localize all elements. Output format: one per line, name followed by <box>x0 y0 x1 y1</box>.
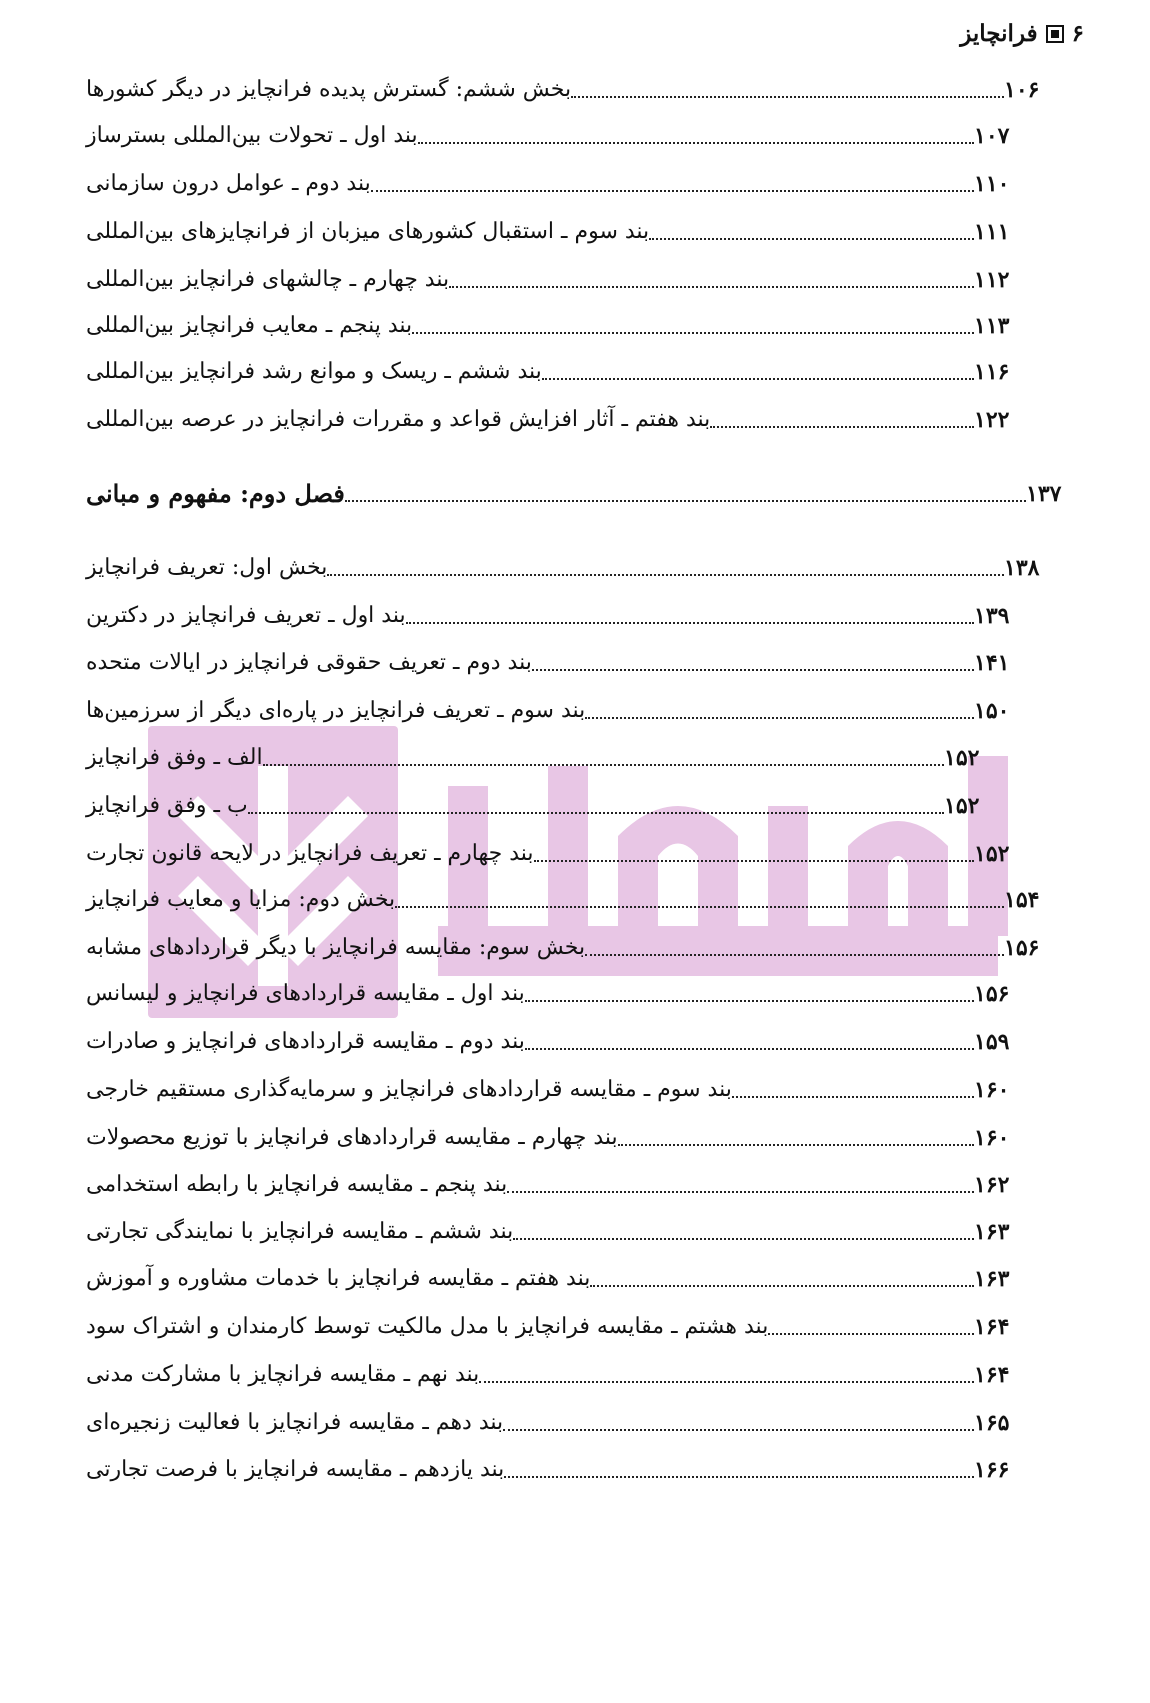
toc-entry-page-number: ۱۱۶ <box>974 359 1010 385</box>
dot-leader <box>732 1096 974 1098</box>
toc-entry[interactable] <box>82 1309 1032 1345</box>
toc-entry-title: بخش دوم: مزایا و معایب فرانچایز <box>86 887 396 912</box>
toc-entry-page-number: ۱۵۲ <box>944 793 980 819</box>
toc-entry[interactable] <box>82 693 1032 729</box>
header-book-title: فرانچایز <box>960 20 1038 47</box>
dot-leader <box>590 1285 974 1287</box>
dot-leader <box>371 190 974 192</box>
toc-entry-page-number: ۱۲۲ <box>974 407 1010 433</box>
toc-entry[interactable] <box>82 1120 1032 1156</box>
toc-entry-page-number: ۱۶۴ <box>974 1314 1010 1340</box>
toc-entry-title: بند دوم ـ تعریف حقوقی فرانچایز در ایالات متحده <box>86 650 532 675</box>
toc-entry-title: بخش ششم: گسترش پدیده فرانچایز در دیگر کشورها <box>86 77 572 102</box>
toc-entry-title: بند اول ـ تحولات بین‌المللی بسترساز <box>86 123 418 148</box>
toc-entry[interactable] <box>82 1405 1032 1441</box>
toc-entry-title: بند یازدهم ـ مقایسه فرانچایز با فرصت تجارتی <box>86 1457 505 1482</box>
toc-entry-page-number: ۱۵۶ <box>1004 935 1040 961</box>
toc-entry-page-number: ۱۶۴ <box>974 1362 1010 1388</box>
dot-leader <box>768 1333 974 1335</box>
toc-entry-page-number: ۱۶۶ <box>974 1457 1010 1483</box>
toc-entry-page-number: ۱۵۴ <box>1004 887 1040 913</box>
toc-entry[interactable] <box>82 788 1002 824</box>
dot-leader <box>571 96 1004 98</box>
toc-entry-title: بند دوم ـ مقایسه قراردادهای فرانچایز و صادرات <box>86 1029 525 1054</box>
toc-entry-page-number: ۱۶۰ <box>974 1125 1010 1151</box>
toc-entry-title: بند ششم ـ ریسک و موانع رشد فرانچایز بین‌المللی <box>86 359 542 384</box>
toc-entry-page-number: ۱۰۶ <box>1004 77 1040 103</box>
toc-entry-title: بند هفتم ـ مقایسه فرانچایز با خدمات مشاوره و آموزش <box>86 1266 591 1291</box>
toc-entry[interactable] <box>82 598 1032 634</box>
toc-section-entry[interactable] <box>82 72 1062 108</box>
toc-entry-title: الف ـ وفق فرانچایز <box>86 745 263 770</box>
toc-entry-title: بند پنجم ـ معایب فرانچایز بین‌المللی <box>86 313 413 338</box>
toc-entry-page-number: ۱۱۱ <box>974 219 1010 245</box>
toc-entry-page-number: ۱۶۳ <box>974 1266 1010 1292</box>
toc-entry-page-number: ۱۵۰ <box>974 698 1010 724</box>
toc-entry[interactable] <box>82 1214 1032 1250</box>
toc-entry-title: بند هشتم ـ مقایسه فرانچایز با مدل مالکیت توسط کارمندان و اشتراک سود <box>86 1314 769 1339</box>
dot-leader <box>534 860 974 862</box>
toc-entry-title: بند چهارم ـ چالشهای فرانچایز بین‌المللی <box>86 267 450 292</box>
toc-section-entry[interactable] <box>82 930 1062 966</box>
dot-leader <box>395 906 1004 908</box>
toc-entry-title: بند هفتم ـ آثار افزایش قواعد و مقررات فرانچایز در عرصه بین‌المللی <box>86 407 711 432</box>
toc-entry-page-number: ۱۵۲ <box>974 841 1010 867</box>
square-bullet-icon <box>1046 25 1064 43</box>
toc-entry[interactable] <box>82 1072 1032 1108</box>
toc-entry-page-number: ۱۶۵ <box>974 1410 1010 1436</box>
toc-entry-title: بند دوم ـ عوامل درون سازمانی <box>86 171 371 196</box>
toc-entry-title: فصل دوم: مفهوم و مبانی <box>86 479 345 508</box>
toc-entry[interactable] <box>82 118 1032 154</box>
toc-entry-page-number: ۱۴۱ <box>974 650 1010 676</box>
toc-entry-title: بند اول ـ مقایسه قراردادهای فرانچایز و لیسانس <box>86 981 525 1006</box>
toc-entry-page-number: ۱۵۶ <box>974 981 1010 1007</box>
dot-leader <box>504 1476 974 1478</box>
toc-entry[interactable] <box>82 740 1002 776</box>
toc-entry-page-number: ۱۶۰ <box>974 1077 1010 1103</box>
toc-chapter-entry[interactable] <box>82 476 1084 512</box>
toc-entry[interactable] <box>82 1167 1032 1203</box>
dot-leader <box>618 1144 974 1146</box>
toc-entry[interactable] <box>82 262 1032 298</box>
toc-entry-page-number: ۱۰۷ <box>974 123 1010 149</box>
toc-entry-title: ب ـ وفق فرانچایز <box>86 793 248 818</box>
toc-entry-page-number: ۱۳۹ <box>974 603 1010 629</box>
toc-entry[interactable] <box>82 166 1032 202</box>
toc-entry[interactable] <box>82 214 1032 250</box>
toc-entry-title: بند چهارم ـ مقایسه قراردادهای فرانچایز با توزیع محصولات <box>86 1125 618 1150</box>
toc-entry[interactable] <box>82 1261 1032 1297</box>
toc-entry-title: بند دهم ـ مقایسه فرانچایز با فعالیت زنجیره‌ای <box>86 1410 504 1435</box>
dot-leader <box>418 142 974 144</box>
toc-entry-page-number: ۱۳۷ <box>1026 481 1062 507</box>
dot-leader <box>345 500 1026 502</box>
page-header <box>960 20 1084 47</box>
dot-leader <box>503 1429 974 1431</box>
dot-leader <box>263 764 944 766</box>
toc-section-entry[interactable] <box>82 882 1062 918</box>
dot-leader <box>525 1048 974 1050</box>
toc-entry[interactable] <box>82 645 1032 681</box>
dot-leader <box>532 669 974 671</box>
toc-entry-page-number: ۱۱۲ <box>974 267 1010 293</box>
toc-entry-page-number: ۱۳۸ <box>1004 555 1040 581</box>
dot-leader <box>525 1000 974 1002</box>
dot-leader <box>507 1191 974 1193</box>
dot-leader <box>479 1381 974 1383</box>
toc-entry-title: بند ششم ـ مقایسه فرانچایز با نمایندگی تجارتی <box>86 1219 514 1244</box>
toc-entry[interactable] <box>82 308 1032 344</box>
dot-leader <box>649 238 974 240</box>
toc-entry[interactable] <box>82 976 1032 1012</box>
dot-leader <box>327 574 1004 576</box>
toc-entry-page-number: ۱۱۰ <box>974 171 1010 197</box>
toc-entry-title: بخش اول: تعریف فرانچایز <box>86 555 328 580</box>
dot-leader <box>585 954 1004 956</box>
toc-entry-page-number: ۱۵۹ <box>974 1029 1010 1055</box>
toc-entry-title: بند چهارم ـ تعریف فرانچایز در لایحه قانون تجارت <box>86 841 534 866</box>
dot-leader <box>585 717 974 719</box>
dot-leader <box>513 1238 974 1240</box>
toc-entry[interactable] <box>82 1452 1032 1488</box>
dot-leader <box>248 812 944 814</box>
toc-entry-title: بند نهم ـ مقایسه فرانچایز با مشارکت مدنی <box>86 1362 480 1387</box>
toc-entry[interactable] <box>82 402 1032 438</box>
dot-leader <box>449 286 974 288</box>
toc-section-entry[interactable] <box>82 550 1062 586</box>
toc-entry-page-number: ۱۱۳ <box>974 313 1010 339</box>
toc-entry[interactable] <box>82 836 1032 872</box>
toc-entry-title: بند اول ـ تعریف فرانچایز در دکترین <box>86 603 406 628</box>
dot-leader <box>406 622 974 624</box>
toc-entry-page-number: ۱۶۲ <box>974 1172 1010 1198</box>
toc-entry-title: بند سوم ـ مقایسه قراردادهای فرانچایز و سرمایه‌گذاری مستقیم خارجی <box>86 1077 732 1102</box>
toc-entry-title: بخش سوم: مقایسه فرانچایز با دیگر قراردادهای مشابه <box>86 935 586 960</box>
toc-entry[interactable] <box>82 1357 1032 1393</box>
toc-entry-title: بند سوم ـ تعریف فرانچایز در پاره‌ای دیگر از سرزمین‌ها <box>86 698 586 723</box>
toc-entry[interactable] <box>82 354 1032 390</box>
toc-entry[interactable] <box>82 1024 1032 1060</box>
toc-entry-page-number: ۱۵۲ <box>944 745 980 771</box>
dot-leader <box>542 378 974 380</box>
toc-entry-page-number: ۱۶۳ <box>974 1219 1010 1245</box>
dot-leader <box>710 426 974 428</box>
toc-entry-title: بند پنجم ـ مقایسه فرانچایز با رابطه استخدامی <box>86 1172 508 1197</box>
dot-leader <box>412 332 974 334</box>
toc-entry-title: بند سوم ـ استقبال کشورهای میزبان از فرانچایزهای بین‌المللی <box>86 219 650 244</box>
header-page-number: ۶ <box>1071 20 1084 47</box>
